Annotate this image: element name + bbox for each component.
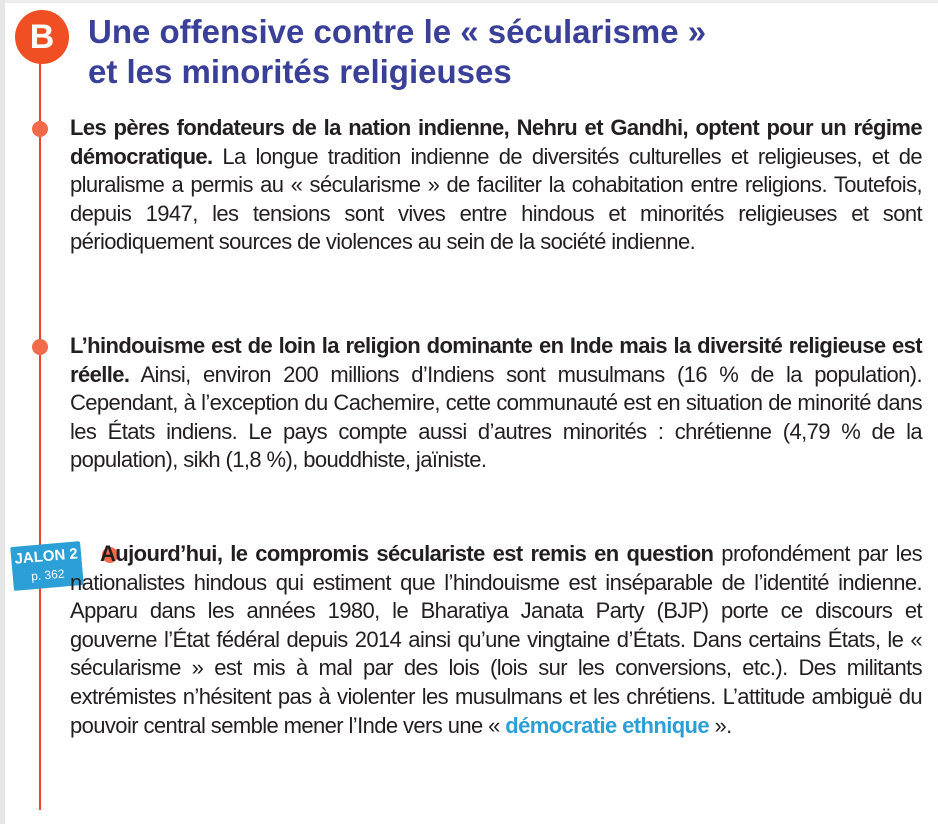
page-left-edge bbox=[0, 0, 5, 824]
section-vertical-rule bbox=[39, 48, 41, 810]
paragraph-lead: Aujourd’hui, le compromis sécularistе est remis en question bbox=[100, 541, 714, 566]
key-concept-link[interactable]: démocratie ethnique bbox=[505, 712, 710, 738]
jalon-page: p. 362 bbox=[30, 566, 66, 584]
paragraph-body: La longue tradition indienne de diversités culturelles et religieuses, et de pluralisme a permis au « sécularisme » de faciliter la cohabitation entre religions. Toutefois, depuis 1947, les tensions sont vives entre hindous et minorités religieuses et sont périodiquement sources de violences au sein de la société indienne. bbox=[70, 143, 922, 255]
paragraph-body: profondément par les nationalistes hindous qui estiment que l’hindouisme est inséparable de l’identité indienne. Apparu dans les années 1980, le Bharatiya Janata Party (BJP) porte ce discours et gouverne l’État fédéral depuis 2014 ainsi qu’une vingtaine d’États. Dans certains États, le « sécularisme » est mis à mal par des lois (lois sur les conversions, etc.). Des militants extrémistes n’hésitent pas à violenter les musulmans et les chrétiens. L’attitude ambiguë du pouvoir central semble mener l’Inde vers une « bbox=[70, 541, 922, 738]
section-title-line2: et les minorités religieuses bbox=[88, 53, 512, 90]
jalon-label: JALON 2 bbox=[13, 545, 79, 568]
paragraph-tail: ». bbox=[709, 712, 732, 738]
page-top-edge bbox=[0, 0, 938, 3]
paragraph-lead: L’hindouisme est de loin la religion dominante en Inde mais la diversité religieuse est réelle. bbox=[70, 333, 922, 387]
section-title bbox=[88, 12, 908, 92]
paragraph-body: Ainsi, environ 200 millions d’Indiens sont musulmans (16 % de la population). Cependant, à l’exception du Cachemire, cette communauté est en situation de minorité dans les États indiens. Le pays compte aussi d’autres minorités : chrétienne (4,79 % de la population), sikh (1,8 %), bouddhiste, jaïniste. bbox=[70, 361, 922, 473]
bullet-dot-icon bbox=[32, 121, 48, 137]
paragraph-hinduism bbox=[70, 332, 922, 475]
section-letter-badge: B bbox=[15, 10, 69, 64]
section-title-line1: Une offensive contre le « sécularisme » bbox=[88, 13, 707, 50]
bullet-dot-icon bbox=[32, 339, 48, 355]
paragraph-lead: Les pères fondateurs de la nation indienne, Nehru et Gandhi, optent pour un régime démocratique. bbox=[70, 115, 922, 169]
paragraph-founders bbox=[70, 114, 922, 257]
paragraph-secularism-challenged bbox=[70, 540, 922, 740]
